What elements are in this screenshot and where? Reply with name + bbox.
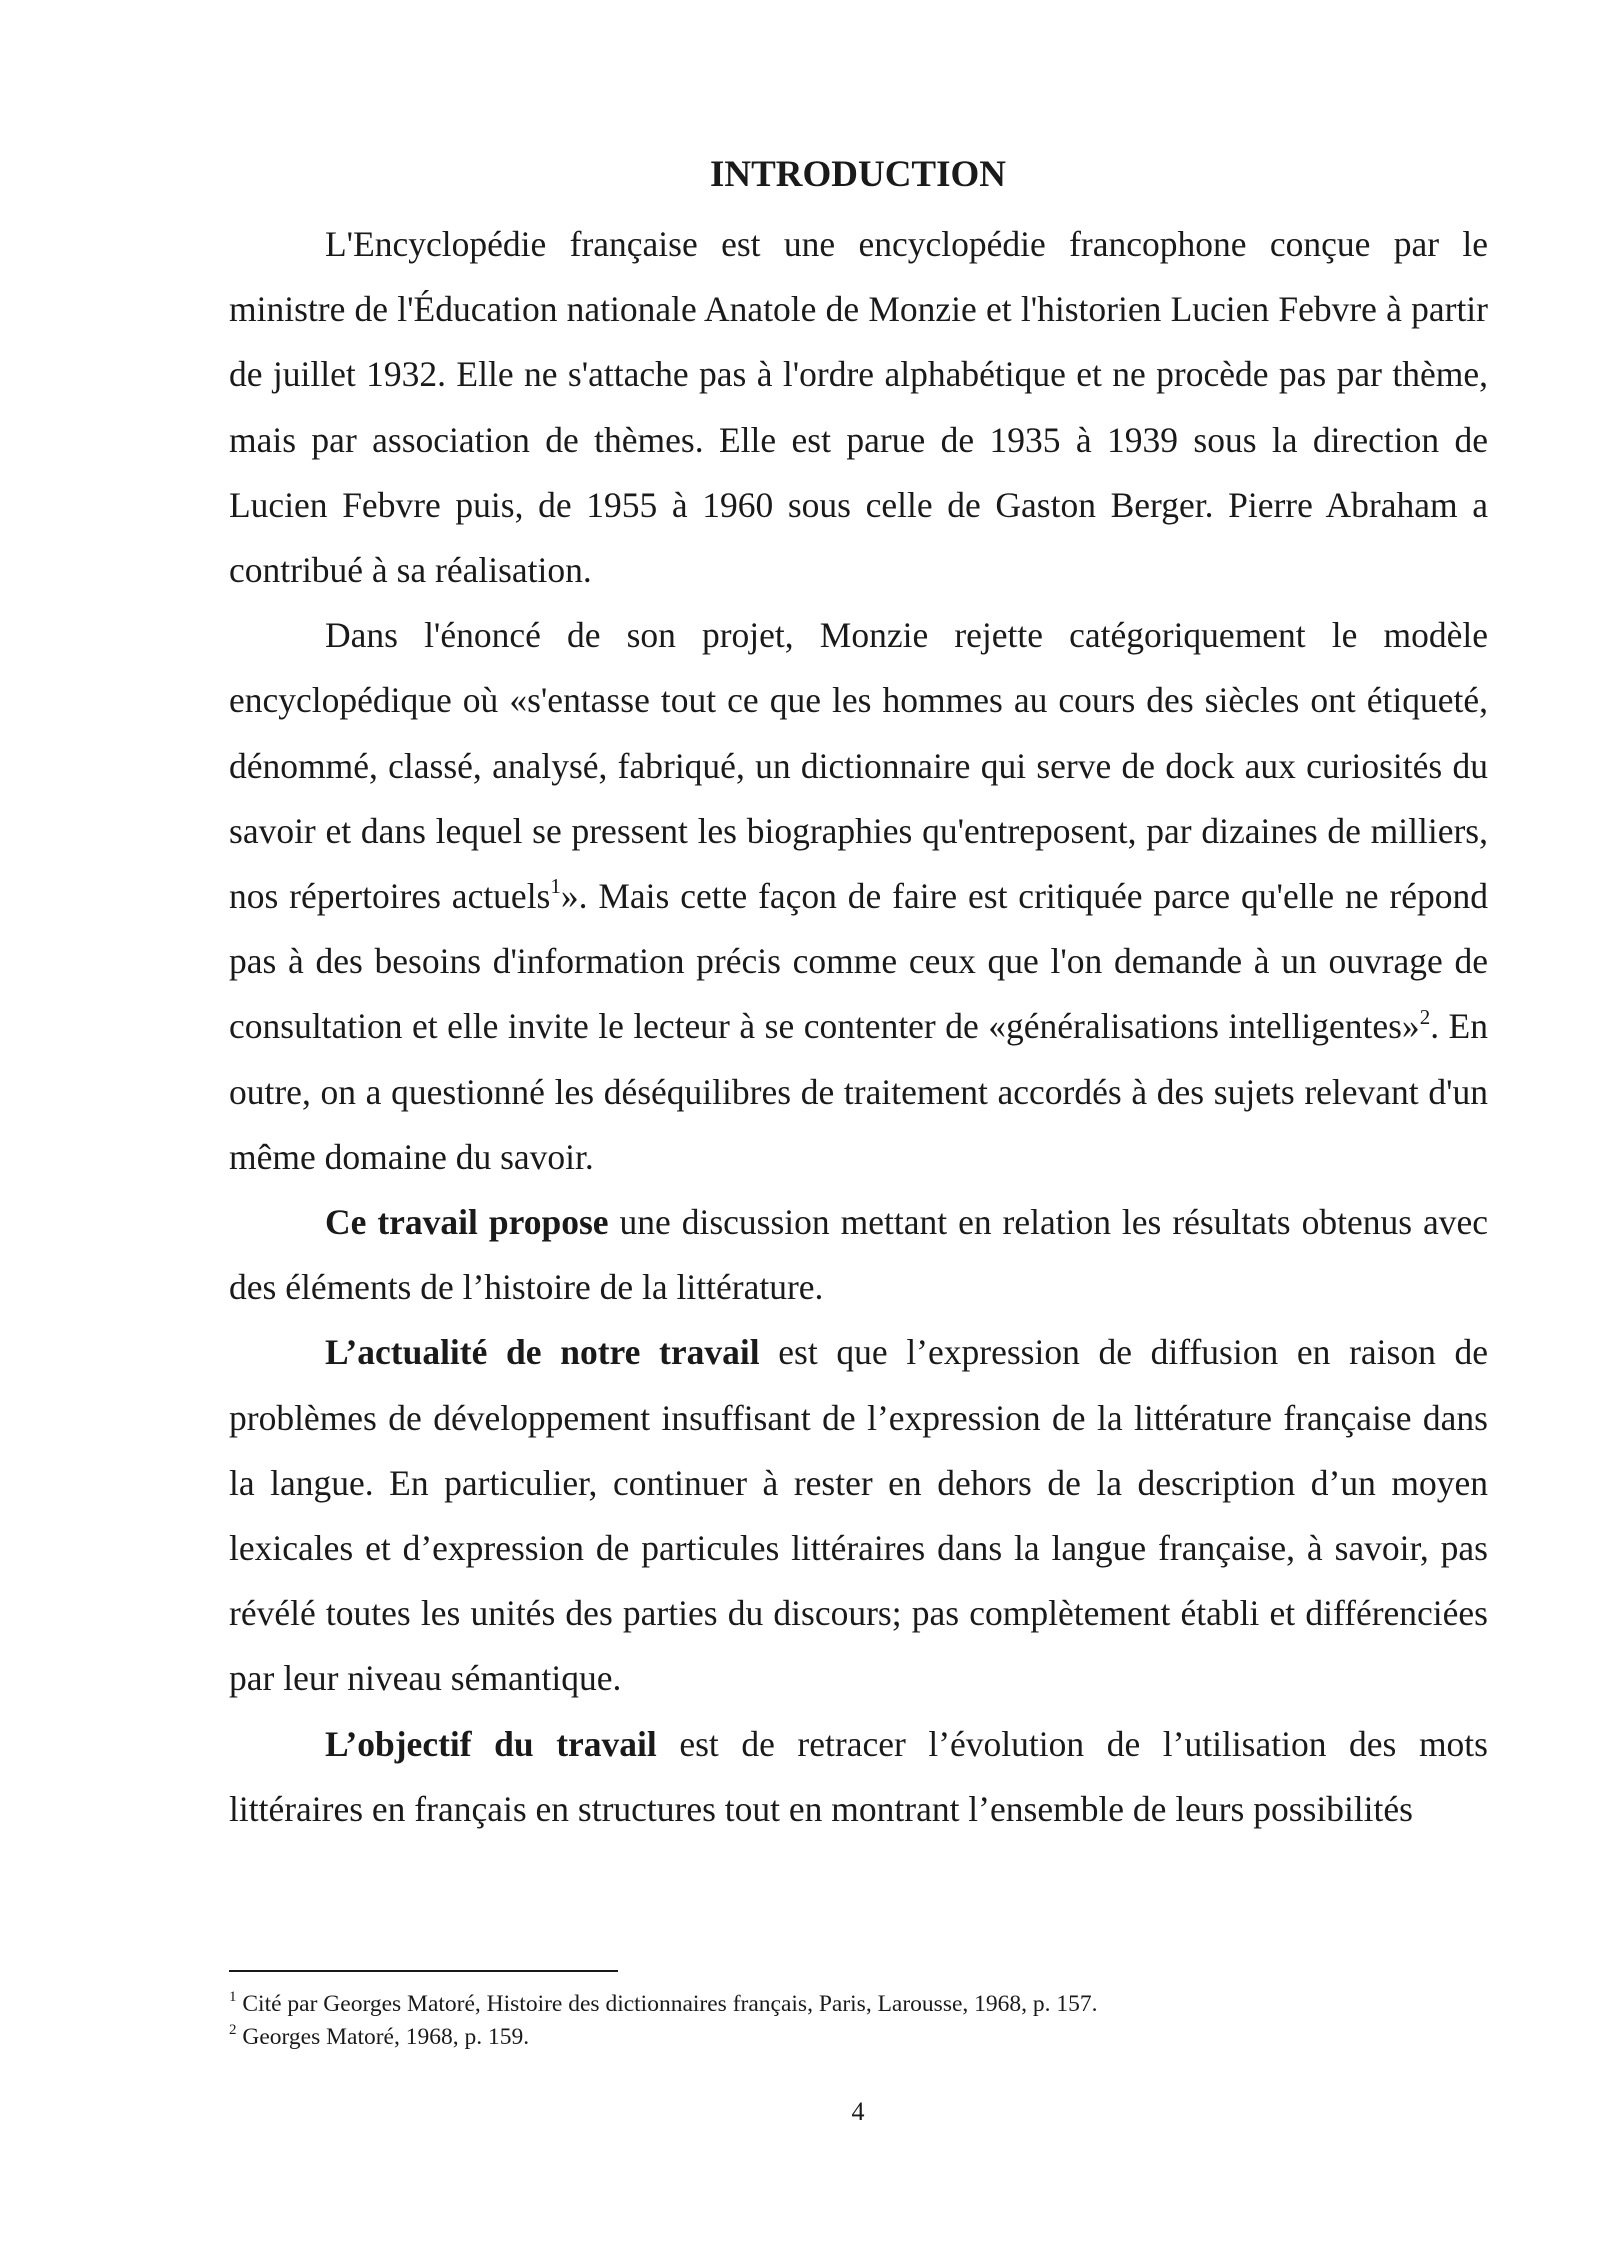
paragraph-4-lead: L’actualité de notre travail (325, 1332, 760, 1373)
footnotes (229, 1988, 1488, 2054)
footnote-1 (229, 1988, 1488, 2021)
paragraph-4 (229, 1320, 1488, 1711)
footnote-2-number: 2 (229, 2022, 237, 2039)
paragraph-2-text-b: ». Mais cette façon de faire est critiquée parce qu'elle ne répond pas à des besoins d'information précis comme ceux que l'on demande à un ouvrage de consultation et elle invite le lecteur à se contenter de «généralisations intelligentes» (229, 876, 1488, 1047)
footnote-1-number: 1 (229, 1989, 237, 2006)
paragraph-5-lead: L’objectif du travail (325, 1723, 657, 1764)
paragraph-2-text-c: . En outre, on a questionné les déséquilibres de traitement accordés à des sujets relevant d'un même domaine du savoir. (229, 1006, 1488, 1177)
paragraph-2-text-a: Dans l'énoncé de son projet, Monzie rejette catégoriquement le modèle encyclopédique où «s'entasse tout ce que les hommes au cours des siècles ont étiqueté, dénommé, classé, analysé, fabriqué, un dictionnaire qui serve de dock aux curiosités du savoir et dans lequel se pressent les biographies qu'entreposent, par dizaines de milliers, nos répertoires actuels (229, 615, 1488, 917)
footnote-1-text: Cité par Georges Matoré, Histoire des dictionnaires français, Paris, Larousse, 1968, p. 157. (236, 1991, 1098, 2017)
paragraph-3-text: une discussion mettant en relation les résultats obtenus avec des éléments de l’histoire de la littérature. (229, 1202, 1489, 1308)
section-heading: INTRODUCTION (709, 154, 1007, 195)
paragraph-4-text: est que l’expression de diffusion en raison de problèmes de développement insuffisant de l’expression de la littérature française dans la langue. En particulier, continuer à rester en dehors de la description d’un moyen lexicales et d’expression de particules littéraires dans la langue française, à savoir, pas révélé toutes les unités des parties du discours; pas complètement établi et différenciées par leur niveau sémantique. (229, 1332, 1489, 1699)
paragraph-3-lead: Ce travail propose (325, 1202, 609, 1243)
footnote-ref-2[interactable]: 2 (1419, 1004, 1431, 1029)
paragraph-5 (229, 1712, 1488, 1842)
paragraph-3 (229, 1190, 1488, 1320)
body-text (229, 212, 1488, 1842)
footnote-separator (229, 1970, 618, 1972)
paragraph-1: L'Encyclopédie française est une encyclopédie francophone conçue par le ministre de l'Éducation nationale Anatole de Monzie et l'historien Lucien Febvre à partir de juillet 1932. Elle ne s'attache pas à l'ordre alphabétique et ne procède pas par thème, mais par association de thèmes. Elle est parue de 1935 à 1939 sous la direction de Lucien Febvre puis, de 1955 à 1960 sous celle de Gaston Berger. Pierre Abraham a contribué à sa réalisation. (229, 224, 1488, 591)
paragraph-2 (229, 603, 1488, 1190)
paragraph-5-text: est de retracer l’évolution de l’utilisation des mots littéraires en français en structures tout en montrant l’ensemble de leurs possibilités (229, 1723, 1488, 1829)
page-number: 4 (851, 2097, 865, 2126)
footnote-2-text: Georges Matoré, 1968, p. 159. (236, 2024, 530, 2050)
footnote-2 (229, 2021, 1488, 2054)
footnote-ref-1[interactable]: 1 (550, 874, 561, 899)
